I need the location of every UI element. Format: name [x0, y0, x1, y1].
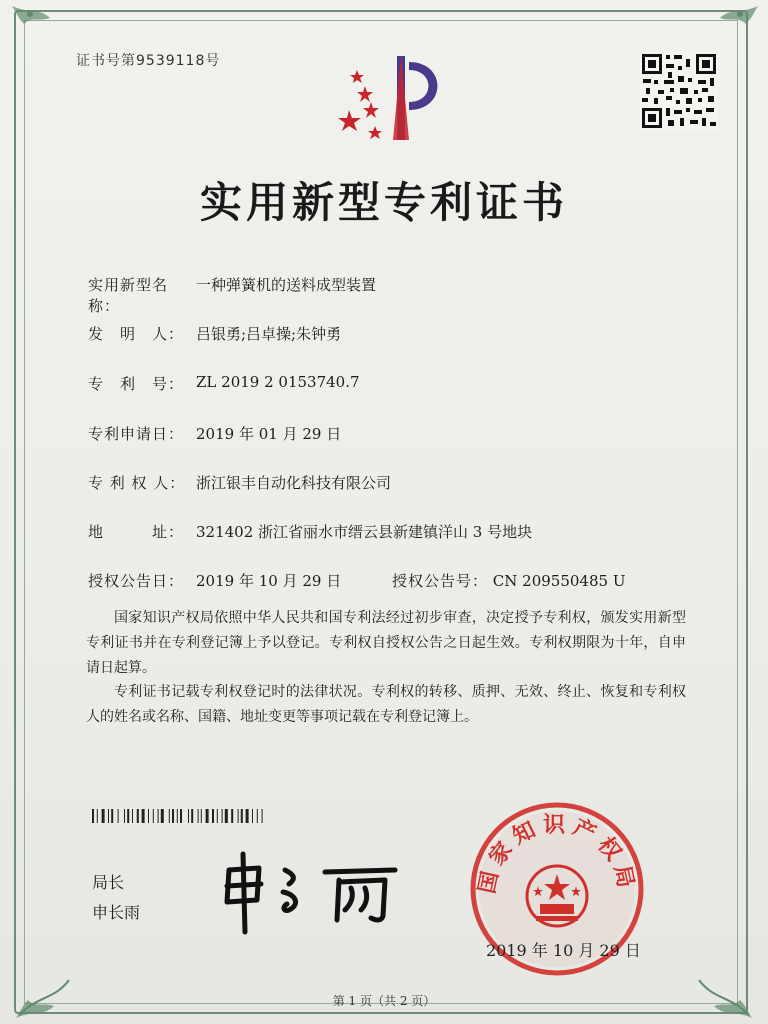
page-number: 第 1 页（共 2 页）	[332, 994, 436, 1008]
seal-date: 2019 年 10 月 29 日	[486, 941, 641, 960]
seal-text: 国家知识产权局	[474, 812, 640, 896]
director-title: 局长	[92, 873, 125, 892]
field-value: 321402 浙江省丽水市缙云县新建镇洋山 3 号地块	[196, 523, 533, 541]
patent-office-emblem-icon	[335, 48, 455, 143]
field-patent-number	[88, 373, 360, 394]
field-grant-date	[88, 570, 341, 591]
field-inventors	[88, 323, 341, 344]
field-value: CN 209550485 U	[492, 572, 626, 590]
field-label: 专利申请日：	[88, 425, 185, 443]
qr-code-icon	[640, 52, 718, 130]
field-utility-model-name	[88, 274, 376, 316]
field-value: ZL 2019 2 0153740.7	[196, 373, 360, 391]
field-label: 授权公告日：	[88, 572, 185, 590]
corner-ornament-bottom-right	[684, 960, 754, 1020]
field-value: 浙江银丰自动化科技有限公司	[196, 474, 392, 492]
field-label: 专 利 号：	[88, 375, 185, 393]
field-address	[88, 521, 532, 542]
field-label: 授权公告号：	[392, 572, 489, 590]
barcode-icon	[92, 808, 352, 822]
corner-ornament-bottom-left	[14, 960, 84, 1020]
field-label: 实用新型名称：	[88, 276, 169, 315]
corner-ornament-top-left	[10, 4, 80, 64]
field-value: 吕银勇;吕卓操;朱钟勇	[196, 325, 342, 343]
body-paragraph-1: 国家知识产权局依照中华人民共和国专利法经过初步审查，决定授予专利权，颁发实用新型专利证书并在专利登记簿上予以登记。专利权自授权公告之日起生效。专利权期限为十年，自申请日起算。	[86, 610, 686, 676]
field-value: 2019 年 01 月 29 日	[196, 425, 342, 443]
field-label: 专 利 权 人：	[88, 474, 186, 492]
field-patentee	[88, 472, 391, 493]
director-signature	[215, 848, 415, 938]
field-value: 一种弹簧机的送料成型装置	[196, 276, 377, 294]
director-name: 申长雨	[92, 903, 141, 922]
field-value: 2019 年 10 月 29 日	[196, 572, 342, 590]
certificate-number: 证书号第9539118号	[76, 53, 221, 69]
field-grant-announcement-number	[392, 570, 625, 591]
body-paragraph-2: 专利证书记载专利权登记时的法律状况。专利权的转移、质押、无效、终止、恢复和专利权人的姓名或名称、国籍、地址变更等事项记载在专利登记簿上。	[86, 684, 686, 725]
page-title: 实用新型专利证书	[199, 178, 568, 227]
field-label: 发 明 人：	[88, 325, 185, 343]
field-label: 地 址：	[88, 523, 185, 541]
field-application-date	[88, 423, 341, 444]
